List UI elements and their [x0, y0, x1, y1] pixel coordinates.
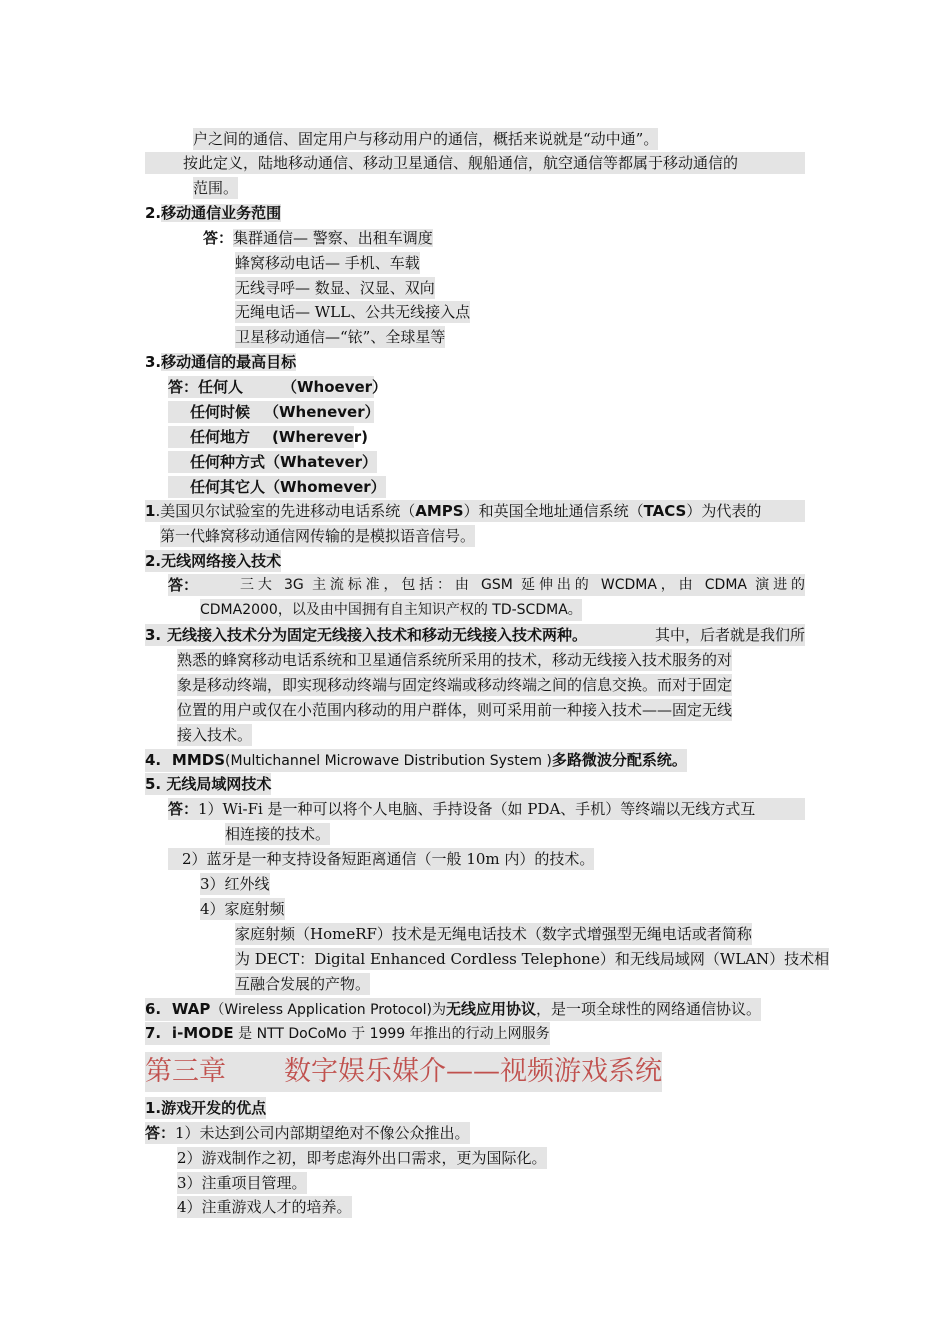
answer-line: 无线寻呼— 数显、汉显、双向	[235, 279, 435, 297]
answer-line: 2）游戏制作之初，即考虑海外出口需求，更为国际化。	[177, 1149, 547, 1167]
answer-line: 相连接的技术。	[225, 825, 331, 843]
paragraph-line: 接入技术。	[177, 726, 253, 744]
heading-text: 移动通信的最高目标	[161, 353, 297, 371]
text-line: 户之间的通信、固定用户与移动用户的通信，概括来说就是“动中通”。	[193, 130, 659, 148]
answer-label: 答：	[168, 800, 199, 818]
text-run: AMPS	[415, 502, 464, 520]
paragraph-line: 位置的用户或仅在小范围内移动的用户群体，则可采用前一种接入技术——固定无线	[177, 701, 733, 719]
item-number: 3.	[145, 626, 162, 644]
answer-line: 无绳电话— WLL、公共无线接入点	[235, 303, 471, 321]
goal-english: （Whenever）	[264, 403, 380, 421]
answer-line: CDMA2000，以及由中国拥有自主知识产权的 TD-SCDMA。	[200, 599, 582, 621]
paragraph-line	[145, 749, 687, 772]
answer-text: 集群通信— 警察、出租车调度	[233, 229, 433, 247]
paragraph-line: 熟悉的蜂窝移动电话系统和卫星通信系统所采用的技术，移动无线接入技术服务的对	[177, 651, 733, 669]
item-number: 1	[145, 502, 156, 520]
text-run-bold: 多路微波分配系统。	[551, 751, 687, 769]
chapter-number: 第三章	[145, 1056, 226, 1087]
text-run: ）和英国全地址通信系统（	[463, 502, 644, 520]
answer-line: 2）蓝牙是一种支持设备短距离通信（一般 10m 内）的技术。	[168, 848, 594, 870]
text-run: 其中，后者就是我们所	[654, 626, 805, 644]
goal-line	[168, 376, 388, 398]
answer-line: 卫星移动通信—“铱”、全球星等	[235, 328, 446, 346]
section-heading: 5. 无线局域网技术	[145, 775, 272, 793]
text-run-bold: i-MODE	[171, 1024, 234, 1042]
text-run-bold: 无线应用协议	[446, 1000, 537, 1018]
text-run-bold: WAP	[171, 1000, 211, 1018]
answer-line	[168, 798, 805, 820]
goal-text: 任何地方	[190, 428, 251, 446]
text-run: TACS	[643, 502, 687, 520]
paragraph-line	[145, 1022, 550, 1045]
answer-line: 4）注重游戏人才的培养。	[177, 1198, 352, 1216]
answer-line: 4）家庭射频	[200, 900, 285, 918]
answer-line	[203, 227, 433, 249]
answer-line	[168, 574, 805, 596]
text-run-bold: 无线接入技术分为固定无线接入技术和移动无线接入技术两种。	[167, 626, 588, 644]
section-heading: 2.无线网络接入技术	[145, 552, 282, 570]
chapter-name: 数字娱乐媒介——视频游戏系统	[284, 1056, 662, 1087]
heading-number: 2.	[145, 204, 162, 222]
answer-label: 答：	[145, 1124, 176, 1142]
text-run: .美国贝尔试验室的先进移动电话系统（	[155, 502, 416, 520]
heading-number: 3.	[145, 353, 162, 371]
goal-english: （Whoever）	[282, 378, 388, 396]
text-run: ）为代表的	[686, 502, 762, 520]
answer-label: 答：	[203, 229, 234, 247]
goal-line	[168, 426, 369, 448]
answer-text: 1）Wi-Fi 是一种可以将个人电脑、手持设备（如 PDA、手机）等终端以无线方式互	[198, 800, 756, 818]
text-run: 是 NTT DoCoMo 于 1999 年推出的行动上网服务	[233, 1026, 550, 1042]
answer-text: 1）未达到公司内部期望绝对不像公众推出。	[175, 1124, 470, 1142]
answer-line: 为 DECT：Digital Enhanced Cordless Telephone）和无线局域网（WLAN）技术相	[235, 950, 830, 968]
item-number: 4.	[145, 751, 162, 769]
section-heading	[145, 202, 281, 224]
text-line: 范围。	[193, 179, 239, 197]
chapter-title	[145, 1052, 662, 1092]
paragraph-line: 第一代蜂窝移动通信网传输的是模拟语音信号。	[160, 527, 476, 545]
goal-english: (Wherever)	[272, 428, 369, 446]
answer-line: 3）红外线	[200, 875, 270, 893]
answer-text: 三大 3G 主流标准，包括：由 GSM 延伸出的 WCDMA，由 CDMA 演进的	[240, 577, 805, 593]
section-heading	[145, 351, 296, 373]
goal-text: 答：任何人	[168, 378, 244, 396]
answer-label: 答：	[168, 576, 199, 594]
text-line: 按此定义，陆地移动通信、移动卫星通信、舰船通信，航空通信等都属于移动通信的	[145, 152, 805, 174]
text-run: ，是一项全球性的网络通信协议。	[536, 1000, 762, 1018]
heading-text: 移动通信业务范围	[161, 204, 282, 222]
answer-line: 家庭射频（HomeRF）技术是无绳电话技术（数字式增强型无绳电话或者简称	[235, 925, 752, 943]
item-number: 6.	[145, 1000, 162, 1018]
paragraph-line	[145, 998, 761, 1021]
text-run: (Multichannel Microwave Distribution System )	[225, 753, 552, 769]
text-run: （Wireless Application Protocol)为	[210, 1002, 446, 1018]
goal-line: 任何其它人（Whomever）	[168, 476, 386, 498]
item-number: 7.	[145, 1024, 162, 1042]
answer-line: 3）注重项目管理。	[177, 1174, 307, 1192]
section-heading: 1.游戏开发的优点	[145, 1099, 267, 1117]
goal-line	[168, 401, 380, 423]
paragraph-line: 象是移动终端，即实现移动终端与固定终端或移动终端之间的信息交换。而对于固定	[177, 676, 733, 694]
answer-line: 互融合发展的产物。	[235, 975, 371, 993]
paragraph-line	[145, 624, 805, 646]
answer-line	[145, 1122, 470, 1144]
paragraph-line	[145, 500, 805, 522]
goal-line: 任何种方式（Whatever）	[168, 451, 377, 473]
goal-text: 任何时候	[190, 403, 251, 421]
text-run-bold: MMDS	[171, 751, 226, 769]
answer-line: 蜂窝移动电话— 手机、车载	[235, 254, 420, 272]
